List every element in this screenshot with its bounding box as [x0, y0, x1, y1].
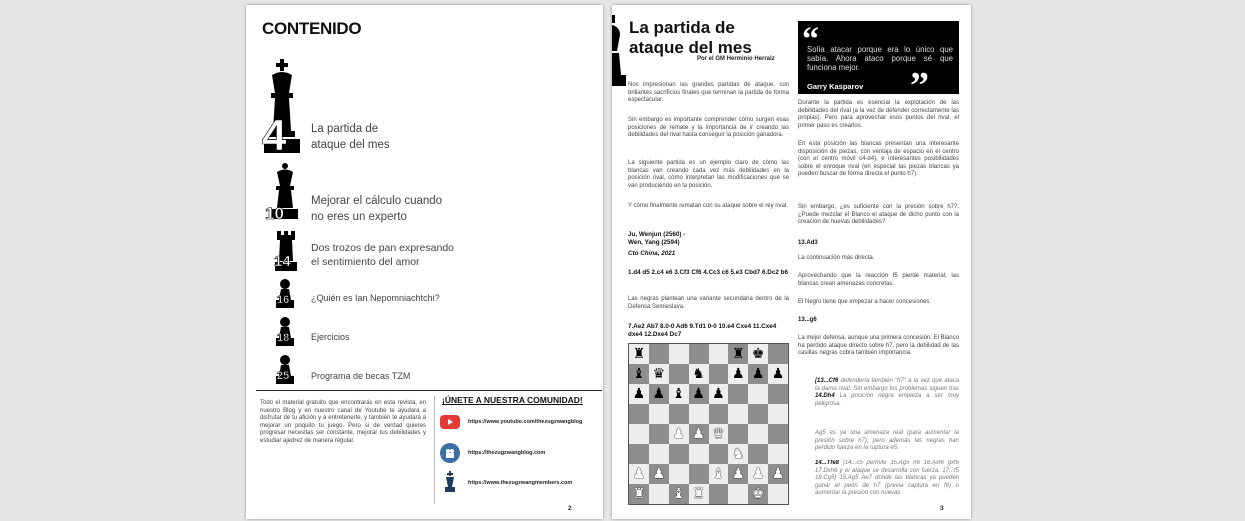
article-byline: Por el GM Herminio Herraiz: [697, 56, 775, 62]
note3-text: (14...c5 permite 15.Ag5 h6 16.Axf6 gxf6 17.Dxh6 y el ataque se desarrolla con fuerza. 17...f5 18.Cg5) 15.Ag5 Ae7 donde las blancas ya pueden ganar el peón de h7 (previa captura en f6) o aumentar la presión con nuevas: [815, 460, 959, 497]
square-f4: [728, 424, 748, 444]
article-title: La partida de ataque del mes: [629, 18, 752, 57]
members-icon[interactable]: [444, 471, 456, 493]
note1-move2: 14.Dh4: [815, 393, 835, 400]
black-rook-icon: ♜: [632, 346, 646, 362]
column-divider: [434, 396, 435, 504]
square-g3: [748, 444, 768, 464]
toc-item-5-page-number: 18: [277, 332, 290, 344]
square-g1: [748, 484, 768, 504]
square-d5: [689, 404, 709, 424]
square-f7: [728, 364, 748, 384]
square-g5: [748, 404, 768, 424]
square-g6: [748, 384, 768, 404]
page-number: 3: [940, 505, 944, 512]
white-pawn-icon: ♟: [771, 466, 785, 482]
square-e5: [709, 404, 729, 424]
square-d8: [689, 344, 709, 364]
game-header-white: Ju, Wenjun (2560) -: [628, 231, 686, 238]
note3-move: 14...Tfe8: [815, 460, 840, 466]
square-c6: [669, 384, 689, 404]
white-pawn-icon: ♟: [632, 466, 646, 482]
col2-move13: 13.Ad3: [798, 240, 818, 246]
toc-item-4-line-1: ¿Quién es Ian Nepomniachtchi?: [311, 293, 440, 303]
square-b8: [649, 344, 669, 364]
youtube-link[interactable]: https://www.youtube.com/thezugzwangblog: [468, 419, 583, 425]
square-b1: [649, 484, 669, 504]
square-a1: [629, 484, 649, 504]
white-pawn-icon: ♟: [751, 466, 765, 482]
toc-item-1-label[interactable]: [311, 121, 511, 153]
square-c2: [669, 464, 689, 484]
square-d4: [689, 424, 709, 444]
black-pawn-icon: ♟: [712, 386, 725, 402]
col2-p3: Sin embargo, ¿es suficiente con la presión sobre h7?. ¿Puede mezclar el Blanco el ataque de dicho punto con la creación de nuevas debilidades?: [798, 204, 959, 226]
toc-item-6-page-number: 25: [277, 370, 290, 382]
square-d2: [689, 464, 709, 484]
square-h6: [768, 384, 788, 404]
toc-item-3-label[interactable]: [311, 241, 511, 269]
square-h2: [768, 464, 788, 484]
square-a6: [629, 384, 649, 404]
square-g2: [748, 464, 768, 484]
bottom-text: Todo el material gratuito que encontrarás en esta revista, en nuestro Blog y en nuestro canal de Youtube te ayudará a disfrutar de tu afición y a entretenerte, y también te ayudará a mejorar un poquito tu juego. Pero si de verdad quieres progresar necesitas ser constante, mejorar tus debilidades y estudiar ajedrez de manera regular.: [260, 400, 426, 444]
note1-move: [13...Cf6: [815, 378, 839, 384]
square-h3: [768, 444, 788, 464]
square-a2: [629, 464, 649, 484]
blog-icon[interactable]: [440, 443, 460, 463]
square-d3: [689, 444, 709, 464]
square-g8: [748, 344, 768, 364]
toc-item-6-figure: [274, 354, 296, 386]
page-number: 2: [568, 505, 572, 512]
square-f1: [728, 484, 748, 504]
toc-item-2-line-1: Mejorar el cálculo cuando: [311, 195, 443, 207]
square-a3: [629, 444, 649, 464]
black-pawn-icon: ♟: [732, 366, 745, 382]
moves-2: 7.Ae2 Ab7 8.0-0 Ad6 9.Td1 0-0 10.e4 Cxe4 11.Cxe4 dxe4 12.Dxe4 Dc7: [628, 323, 777, 338]
col1-p1: Nos impresionan las grandes partidas de ataque, con brillantes sacrificios finales que terminan la partida de forma espectacular.: [628, 82, 789, 104]
black-queen-icon: ♛: [652, 366, 666, 382]
square-a8: [629, 344, 649, 364]
square-h1: [768, 484, 788, 504]
square-b5: [649, 404, 669, 424]
square-f3: [728, 444, 748, 464]
toc-item-2-page-number: 10: [265, 204, 284, 223]
toc-item-2-figure: [265, 162, 302, 223]
col2-move13b: 13...g6: [798, 317, 817, 323]
square-c8: [669, 344, 689, 364]
square-f6: [728, 384, 748, 404]
black-king-icon: ♚: [751, 346, 765, 362]
community-title: ¡ÚNETE A NUESTRA COMUNIDAD!: [442, 395, 583, 405]
white-king-icon: ♚: [751, 486, 765, 502]
square-h8: [768, 344, 788, 364]
black-rook-icon: ♜: [732, 346, 745, 362]
square-c7: [669, 364, 689, 384]
square-c5: [669, 404, 689, 424]
blog-link[interactable]: https://thezugzwangblog.com: [468, 450, 546, 456]
square-e2: [709, 464, 729, 484]
col2-note2: Ag5 es ya una amenaza real (para aumentar la presión sobre h7), pero además las negras han perdido fuerza en la ruptura e5.: [815, 430, 959, 452]
left-page: [246, 5, 603, 519]
col1-p3: La siguiente partida es un ejemplo claro de cómo las blancas van creando cada vez más debilidades en la posición rival, cómo interpretan las modificaciones que se van produciendo en la posición.: [628, 160, 789, 189]
black-pawn-icon: ♟: [692, 386, 705, 402]
white-rook-icon: ♜: [632, 486, 646, 502]
black-pawn-icon: ♟: [632, 386, 646, 402]
toc-item-3-line-1: Dos trozos de pan expresando: [311, 242, 455, 254]
col2-note1: [815, 378, 959, 408]
white-pawn-icon: ♟: [692, 426, 705, 442]
square-a5: [629, 404, 649, 424]
toc-item-4-figure: [274, 278, 296, 310]
white-pawn-icon: ♟: [732, 466, 745, 482]
black-bishop-icon: ♝: [672, 386, 685, 402]
black-knight-icon: ♞: [692, 366, 705, 382]
white-rook-icon: ♜: [692, 486, 705, 502]
king-silhouette-icon: [612, 15, 628, 87]
game-header-black: Wen, Yang (2594): [628, 238, 680, 246]
toc-item-1-line-2: ataque del mes: [311, 139, 390, 151]
game-event: Cto China, 2021: [628, 250, 676, 257]
toc-item-6-line-1: Programa de becas TZM: [311, 371, 411, 381]
toc-item-6-label[interactable]: [311, 370, 511, 383]
square-b2: [649, 464, 669, 484]
square-b6: [649, 384, 669, 404]
black-pawn-icon: ♟: [652, 386, 666, 402]
white-bishop-icon: ♝: [672, 486, 685, 502]
square-f5: [728, 404, 748, 424]
square-h5: [768, 404, 788, 424]
white-pawn-icon: ♟: [672, 426, 685, 442]
white-queen-icon: ♛: [712, 426, 725, 442]
quote-box: [798, 21, 959, 107]
square-g4: [748, 424, 768, 444]
game-header: [628, 231, 789, 246]
square-c1: [669, 484, 689, 504]
toc-item-3-page-number: 14: [274, 253, 291, 270]
square-d6: [689, 384, 709, 404]
white-pawn-icon: ♟: [652, 466, 666, 482]
toc-item-3-figure: [272, 231, 300, 273]
black-bishop-icon: ♝: [632, 366, 646, 382]
open-quote-icon: “: [802, 21, 819, 58]
col1-p2: Sin embargo es importante comprender cómo surgen esas posiciones de remate y la importancia de ir creando las debilidades del rival hasta conseguir la posición ganadora.: [628, 117, 789, 139]
toc-item-3-line-2: el sentimiento del amor: [311, 256, 420, 268]
toc-item-1-line-1: La partida de: [311, 123, 379, 135]
col2-p6: El Negro tiene que empezar a hacer concesiones.: [798, 299, 932, 305]
toc-title: CONTENIDO: [262, 19, 362, 38]
toc-item-1-figure: [260, 59, 304, 159]
square-e7: [709, 364, 729, 384]
toc-item-5-figure: [274, 316, 296, 348]
col1-p4: Y cómo finalmente rematan con su ataque sobre el rey rival.: [628, 203, 788, 209]
col2-p7: La mejor defensa, aunque una primera concesión. El Blanco ha perdido ataque directo sobre h7, pero la debilidad de las casillas negras cobra también importancia.: [798, 335, 959, 357]
youtube-icon[interactable]: [440, 415, 460, 429]
square-d7: [689, 364, 709, 384]
square-e1: [709, 484, 729, 504]
right-page: [612, 5, 971, 519]
quote-author: Garry Kasparov: [807, 82, 864, 91]
square-b3: [649, 444, 669, 464]
square-a7: [629, 364, 649, 384]
toc-item-1-page-number: 4: [262, 111, 287, 160]
square-f8: [728, 344, 748, 364]
square-e6: [709, 384, 729, 404]
toc-item-5-label[interactable]: [311, 331, 511, 344]
moves-1: 1.d4 d5 2.c4 e6 3.Cf3 Cf6 4.Cc3 c6 5.e3 Cbd7 6.Dc2 b6: [628, 269, 788, 276]
section-divider: [256, 390, 602, 391]
square-h4: [768, 424, 788, 444]
square-e4: [709, 424, 729, 444]
members-link[interactable]: https://www.thezugzwangmembers.com: [468, 480, 573, 486]
square-b7: [649, 364, 669, 384]
toc-item-5-line-1: Ejercicios: [311, 332, 350, 342]
note1-text: defendería también "h7" a la vez que ataca la dama rival. Sin embargo los problemas siguen tras: [815, 378, 959, 392]
toc-item-4-page-number: 16: [277, 294, 290, 306]
toc-item-4-label[interactable]: [311, 292, 511, 305]
note1-text2: La posición negra empieza a ser muy peligrosa.: [815, 393, 959, 407]
toc-item-2-line-2: no eres un experto: [311, 211, 407, 223]
square-a4: [629, 424, 649, 444]
square-c3: [669, 444, 689, 464]
square-e8: [709, 344, 729, 364]
col2-p5: Aprovechando que la reacción f5 pierde material, las blancas crean amenazas concretas.: [798, 273, 959, 287]
chess-board: [628, 343, 789, 505]
square-h7: [768, 364, 788, 384]
square-g7: [748, 364, 768, 384]
square-d1: [689, 484, 709, 504]
square-c4: [669, 424, 689, 444]
close-quote-icon: ”: [910, 65, 929, 107]
white-knight-icon: ♞: [732, 446, 745, 462]
quote-text: Solía atacar porque era lo único que sabía. Ahora ataco porque sé que funciona mejor.: [807, 45, 953, 73]
white-bishop-icon: ♝: [712, 466, 725, 482]
col2-p4: La continuación más directa.: [798, 255, 875, 261]
col2-p2: En esta posición las blancas presentan una interesante disposición de piezas, con ventaja de espacio en el centro (con el centro móvil c4-d4), e interesantes posibilidades sobre el enroque rival (en especial las piezas blancas ya pueden buscar de forma directa el punto h7).: [798, 141, 959, 178]
black-pawn-icon: ♟: [771, 366, 785, 382]
toc-item-2-label[interactable]: [311, 193, 511, 225]
square-e3: [709, 444, 729, 464]
black-pawn-icon: ♟: [751, 366, 765, 382]
col1-p5: Las negras plantean una variante secundaria dentro de la Defensa Semieslava.: [628, 296, 789, 310]
col2-p1: Durante la partida es esencial la explotación de las debilidades del rival (a la vez de defender correctamente las propias). Pero para aprovechar esos puntos del rival, el primer paso es crearlos.: [798, 100, 959, 129]
square-f2: [728, 464, 748, 484]
square-b4: [649, 424, 669, 444]
